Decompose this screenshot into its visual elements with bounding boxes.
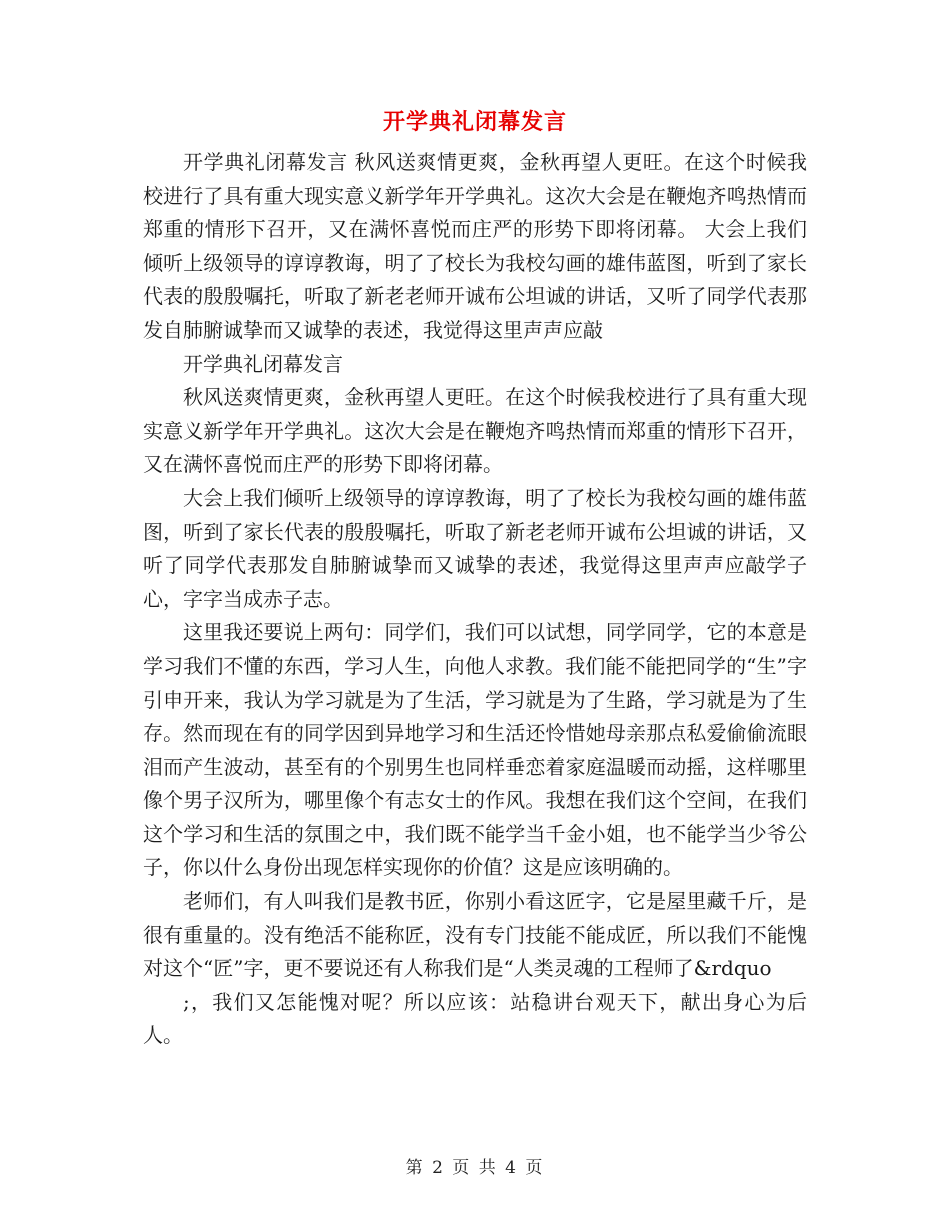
paragraph-6: ;，我们又怎能愧对呢？所以应该：站稳讲台观天下，献出身心为后人。: [143, 989, 807, 1048]
paragraph-2: 秋风送爽情更爽，金秋再望人更旺。在这个时候我校进行了具有重大现实意义新学年开学典礼。这次大会是在鞭炮齐鸣热情而郑重的情形下召开，又在满怀喜悦而庄严的形势下即将闭幕。: [143, 385, 807, 477]
document-title: 开学典礼闭幕发言: [382, 109, 567, 135]
document-body: [143, 146, 807, 1053]
paragraph-1: 开学典礼闭幕发言 秋风送爽情更爽，金秋再望人更旺。在这个时候我校进行了具有重大现实意义新学年开学典礼。这次大会是在鞭炮齐鸣热情而郑重的情形下召开，又在满怀喜悦而庄严的形势下即将闭幕。 大会上我们倾听上级领导的谆谆教诲，明了了校长为我校勾画的雄伟蓝图，听到了家长代表的殷殷嘱托，听取了新老老师开诚布公坦诚的讲话，又听了同学代表那发自肺腑诚挚而又诚挚的表述，我觉得这里声声应敲: [143, 150, 807, 342]
paragraph-heading: 开学典礼闭幕发言: [183, 351, 343, 376]
paragraph-5: 老师们，有人叫我们是教书匠，你别小看这匠字，它是屋里藏千斤，是很有重量的。没有绝活不能称匠，没有专门技能不能成匠，所以我们不能愧对这个“匠”字，更不要说还有人称我们是“人类灵魂的工程师了&rdquo: [143, 889, 807, 981]
paragraph-3: 大会上我们倾听上级领导的谆谆教诲，明了了校长为我校勾画的雄伟蓝图，听到了家长代表的殷殷嘱托，听取了新老老师开诚布公坦诚的讲话，又听了同学代表那发自肺腑诚挚而又诚挚的表述，我觉得这里声声应敲学子心，字字当成赤子志。: [143, 485, 807, 611]
page-footer: 第 2 页 共 4 页: [405, 1158, 545, 1178]
paragraph-4: 这里我还要说上两句：同学们，我们可以试想，同学同学，它的本意是学习我们不懂的东西，学习人生，向他人求教。我们能不能把同学的“生”字引申开来，我认为学习就是为了生活，学习就是为了生路，学习就是为了生存。然而现在有的同学因到异地学习和生活还怜惜她母亲那点私爱偷偷流眼泪而产生波动，甚至有的个别男生也同样垂恋着家庭温暖而动摇，这样哪里像个男子汉所为，哪里像个有志女士的作风。我想在我们这个空间，在我们这个学习和生活的氛围之中，我们既不能学当千金小姐，也不能学当少爷公子，你以什么身份出现怎样实现你的价值？这是应该明确的。: [143, 620, 807, 880]
